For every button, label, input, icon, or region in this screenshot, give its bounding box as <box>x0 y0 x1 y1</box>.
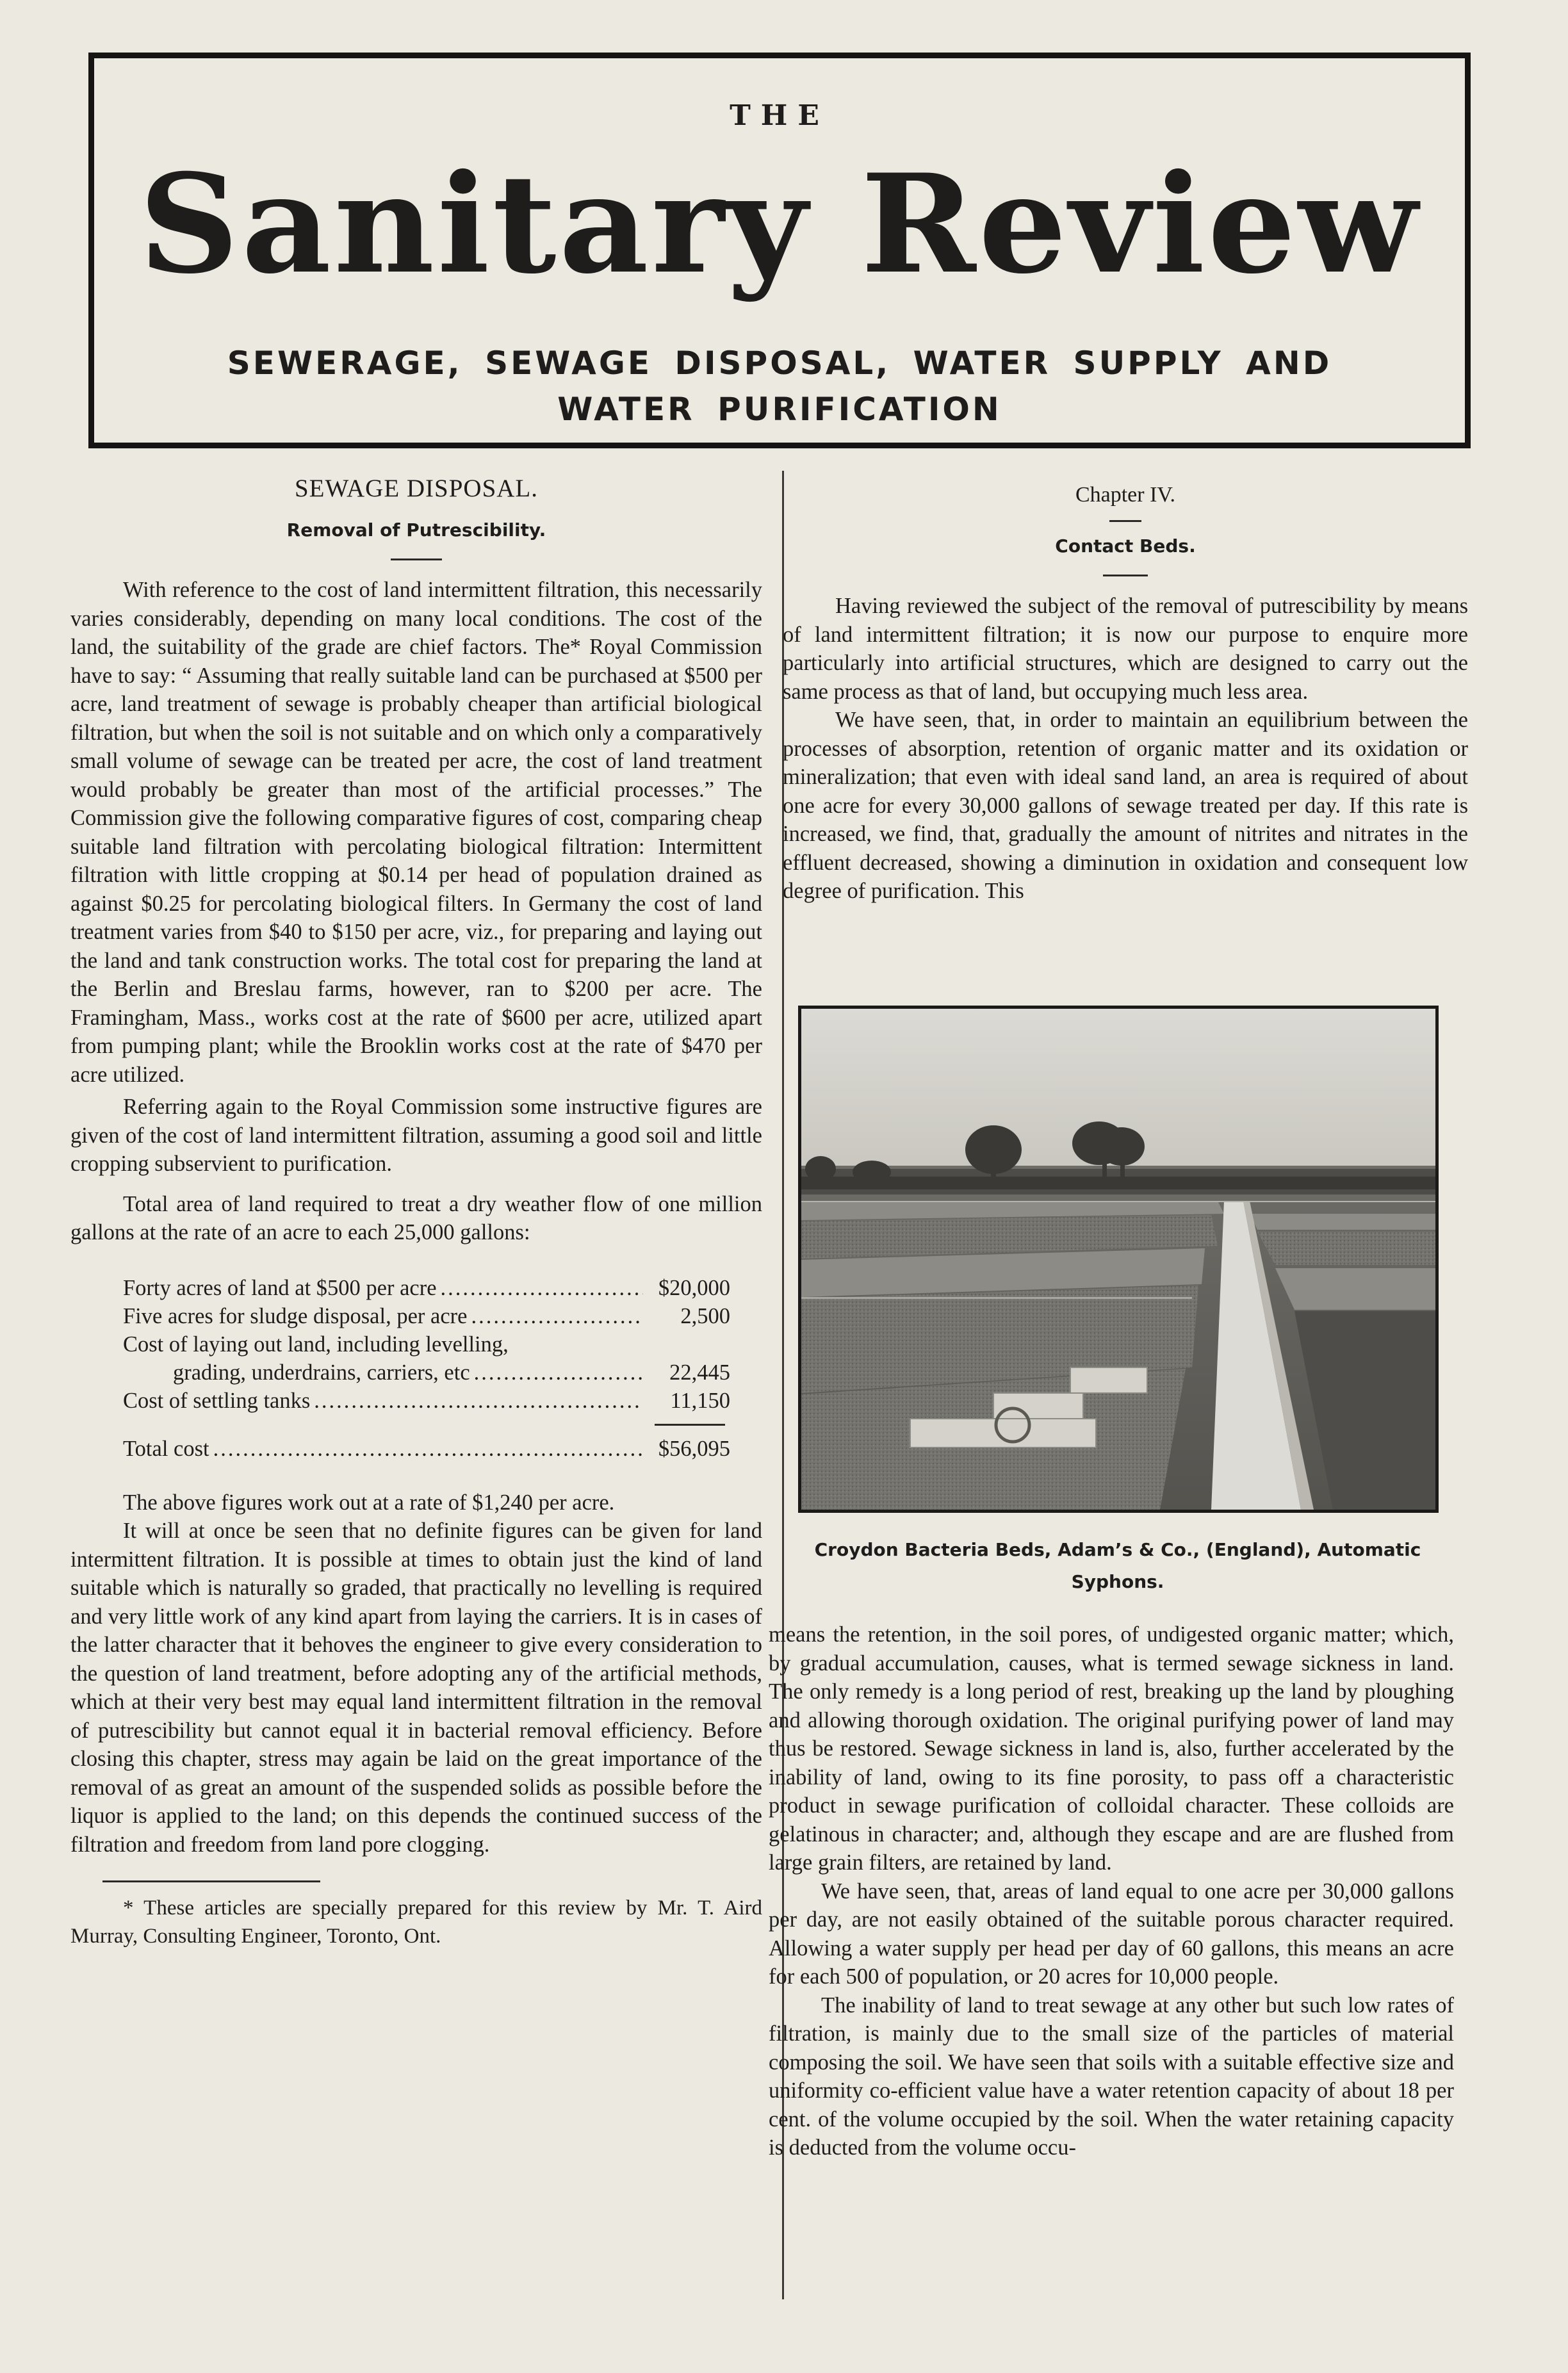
cost-label: Cost of settling tanks <box>123 1388 311 1413</box>
masthead-the: THE <box>730 99 829 132</box>
cost-label: Five acres for sludge disposal, per acre <box>123 1303 468 1328</box>
right-paragraph-5: The inability of land to treat sewage at any other but such low rates of filtration, is mainly due to the small size of the particles of material composing the soil. We have seen that soils with a suitable effective size and uniformity co-efficient value have a water retention capacity of about 18 per cent. of the volume occupied by the soil. When the water retaining capacity is deducted from the volume occu- <box>769 1993 1454 2160</box>
left-subtitle: Removal of Putrescibility. <box>286 519 546 541</box>
total-rule <box>655 1424 725 1426</box>
right-subtitle: Contact Beds. <box>1055 535 1196 557</box>
footnote-rule <box>102 1880 320 1882</box>
left-paragraph-4: The above figures work out at a rate of $1,240 per acre. <box>123 1490 615 1515</box>
total-amount: $56,095 <box>658 1436 730 1461</box>
chapter-label: Chapter IV. <box>1075 483 1176 507</box>
right-paragraph-3: means the retention, in the soil pores, of undigested organic matter; which, by gradual accumulation, causes, what is termed sewage sickness in land. The only remedy is a long period of rest, breaking up the land by ploughing and allowing thorough oxidation. The original purifying power of land may thus be restored. Sewage sickness in land is, also, further accelerated by the inability of land, owing to its fine porosity, to pass off a characteristic product in sewage purification of colloidal character. These colloids are gelatinous in character; and, although they escape and are are flushed from large grain filters, are retained by land. <box>769 1622 1454 1875</box>
leader-dots <box>213 1435 643 1463</box>
cost-row <box>123 1387 730 1415</box>
masthead-subtitle-line1: SEWERAGE, SEWAGE DISPOSAL, WATER SUPPLY AND <box>227 345 1332 382</box>
cost-table <box>123 1274 730 1463</box>
cost-total-row <box>123 1435 730 1463</box>
right-paragraph-1: Having reviewed the subject of the removal of putrescibility by means of land intermittent filtration; it is now our purpose to enquire more particularly into artificial structures, which are designed to carry out the same process as that of land, but occupying much less area. <box>783 594 1468 704</box>
leader-dots <box>474 1358 643 1387</box>
right-heading-rule <box>1103 575 1148 576</box>
cost-label: Cost of laying out land, including levelling, <box>123 1332 509 1357</box>
right-column-top <box>783 471 1468 906</box>
left-column <box>70 471 762 1950</box>
cost-amount: 2,500 <box>680 1303 730 1328</box>
cost-row <box>123 1274 730 1302</box>
photo-illustration <box>801 1009 1435 1510</box>
cost-amount: 22,445 <box>669 1360 730 1385</box>
left-heading-rule <box>391 559 442 560</box>
leader-dots <box>314 1387 643 1415</box>
cost-row <box>123 1358 730 1387</box>
cost-label: grading, underdrains, carriers, etc <box>173 1360 470 1385</box>
left-section-title: SEWAGE DISPOSAL. <box>294 475 539 502</box>
left-paragraph-2: Referring again to the Royal Commission some instructive figures are given of the cost of land intermittent filtration, assuming a good soil and little cropping subservient to purification. <box>70 1095 762 1176</box>
cost-amount: $20,000 <box>658 1275 730 1300</box>
leader-dots <box>471 1302 643 1330</box>
left-paragraph-1: With reference to the cost of land intermittent filtration, this necessarily varies considerably, depending on many local conditions. The cost of the land, the suitability of the grade are chief factors. The* Royal Commission have to say: “ Assuming that really suitable land can be purchased at $500 per acre, land treatment of sewage is probably cheaper than artificial biological filtration, but when the soil is not suitable and on which only a comparatively small volume of sewage can be treated per acre, the cost of land treatment would probably be greater than most of the artificial processes.” The Commission give the following comparative figures of cost, comparing cheap suitable land filtration with percolating biological filtration: Intermittent filtration with little cropping at $0.14 per head of population drained as against $0.25 for percolating biological filters. In Germany the cost of land treatment varies from $40 to $150 per acre, viz., for preparing and laying out the land and tank construction works. The total cost for preparing the land at the Berlin and Breslau farms, however, ran to $200 per acre. The Framingham, Mass., works cost at the rate of $600 per acre, utilized apart from pumping plant; while the Brooklin works cost at the rate of $470 per acre utilized. <box>70 578 762 1087</box>
masthead-title: Sanitary Review <box>138 144 1421 304</box>
left-paragraph-3: Total area of land required to treat a dry weather flow of one million gallons at the rate of an acre to each 25,000 gallons: <box>70 1191 762 1244</box>
leader-dots <box>441 1274 643 1302</box>
chapter-rule <box>1109 520 1141 522</box>
masthead <box>88 53 1471 448</box>
cost-row <box>123 1330 730 1358</box>
total-label: Total cost <box>123 1436 209 1461</box>
right-paragraph-2: We have seen, that, in order to maintain an equilibrium between the processes of absorption, retention of organic matter and its oxidation or mineralization; that even with ideal sand land, an area is required of about one acre for every 30,000 gallons of sewage treated per day. If this rate is increased, we find, that, gradually the amount of nitrites and nitrates in the effluent decreased, showing a diminution in oxidation and consequent low degree of purification. This <box>783 708 1468 903</box>
cost-row <box>123 1302 730 1330</box>
footnote: * These articles are specially prepared for this review by Mr. T. Aird Murray, Consulting Engineer, Toronto, Ont. <box>70 1896 762 1948</box>
masthead-subtitle-line2: WATER PURIFICATION <box>557 391 1002 428</box>
right-paragraph-4: We have seen, that, areas of land equal to one acre per 30,000 gallons per day, are not easily obtained of the suitable porous character required. Allowing a water supply per head per day of 60 gallons, this means an acre for each 500 of population, or 20 acres for 10,000 people. <box>769 1879 1454 1989</box>
cost-label: Forty acres of land at $500 per acre <box>123 1275 437 1300</box>
right-column-bottom <box>769 1620 1454 2162</box>
photo-caption: Croydon Bacteria Beds, Adam’s & Co., (England), Automatic Syphons. <box>814 1539 1421 1592</box>
masthead-subtitle <box>94 340 1465 432</box>
cost-amount: 11,150 <box>670 1388 730 1413</box>
photo-croydon-bacteria-beds <box>798 1006 1439 1513</box>
left-paragraph-5: It will at once be seen that no definite figures can be given for land intermittent filtration. It is possible at times to obtain just the kind of land suitable which is naturally so graded, that practically no levelling is required and very little work of any kind apart from laying the carriers. It is in cases of the latter character that it behoves the engineer to give every consideration to the question of land treatment, before adopting any of the artificial methods, which at their very best may equal land intermittent filtration in the removal of putrescibility but cannot equal it in bacterial removal efficiency. Before closing this chapter, stress may again be laid on the great importance of the removal of as great an amount of the suspended solids as possible before the liquor is applied to the land; on this depends the continued success of the filtration and freedom from land pore clogging. <box>70 1519 762 1857</box>
